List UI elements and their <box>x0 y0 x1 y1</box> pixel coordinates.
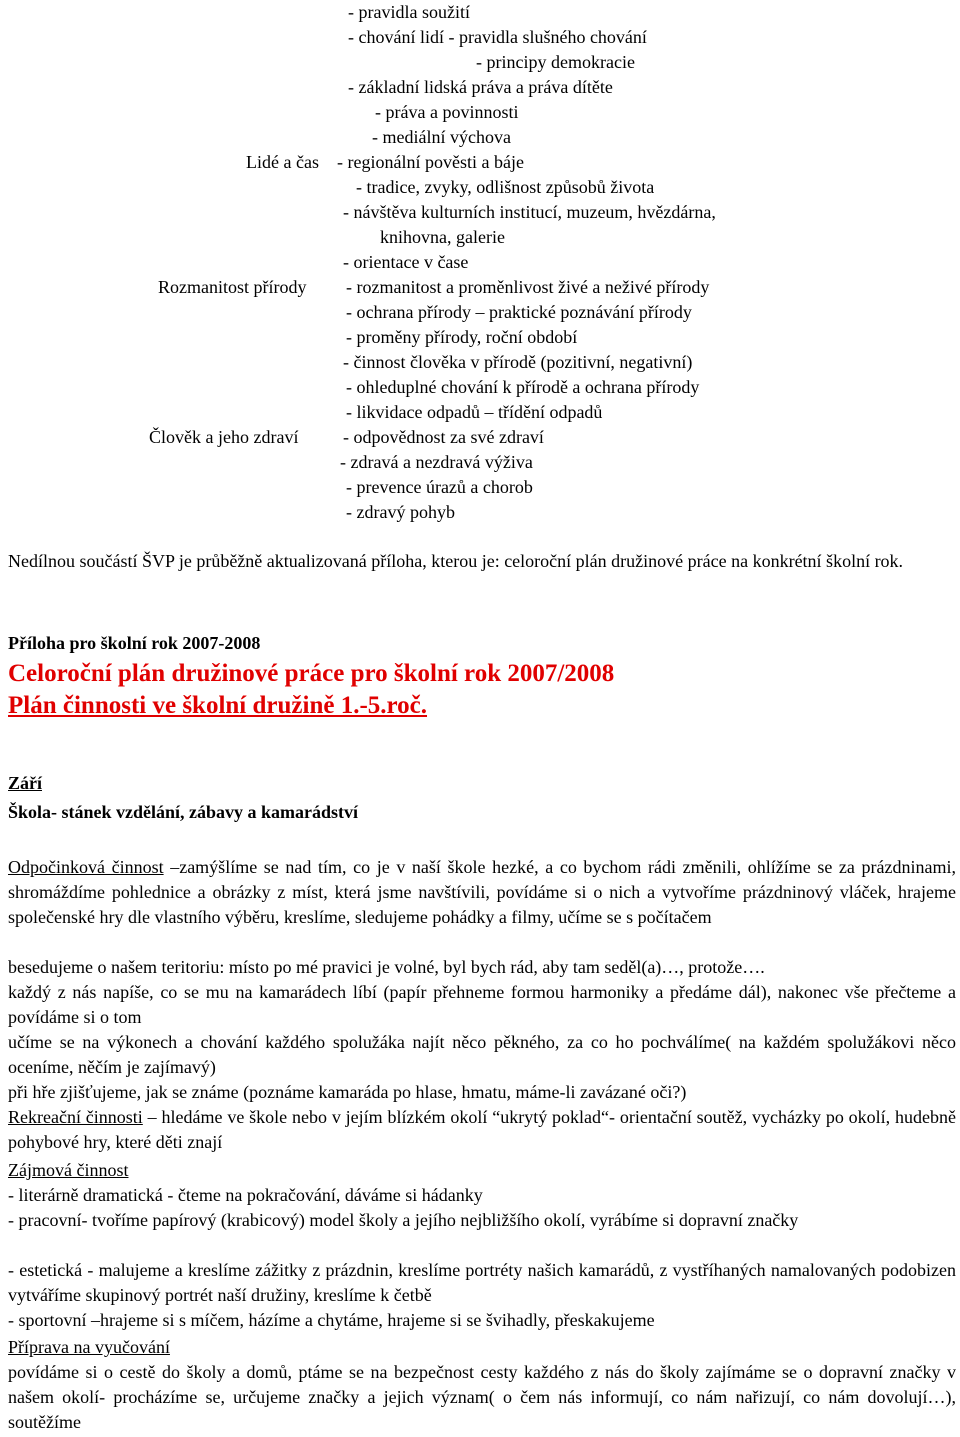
outline-line: - principy demokracie <box>476 52 635 72</box>
rekreacni-label: Rekreační činnosti <box>8 1107 143 1127</box>
outline-line: - rozmanitost a proměnlivost živé a neživé přírody <box>346 277 710 297</box>
outline-line: - zdravá a nezdravá výživa <box>340 452 533 472</box>
attachment-title: Příloha pro školní rok 2007-2008 <box>8 633 261 653</box>
rekreacni-paragraph <box>8 1105 956 1155</box>
odpocinkova-line: při hře zjišťujeme, jak se známe (poznáme kamaráda po hlase, hmatu, máme-li zavázané oči?) <box>8 1082 687 1102</box>
outline-line: - odpovědnost za své zdraví <box>343 427 544 447</box>
rekreacni-text: – hledáme ve škole nebo v jejím blízkém okolí “ukrytý poklad“- orientační soutěž, vycházky po okolí, hudebně pohybové hry, které děti znají <box>8 1107 956 1152</box>
outline-line: - likvidace odpadů – třídění odpadů <box>346 402 603 422</box>
outline-line: knihovna, galerie <box>380 227 505 247</box>
outline-heading: Rozmanitost přírody <box>158 277 307 297</box>
outline-heading: Lidé a čas <box>246 152 319 172</box>
outline-line: - zdravý pohyb <box>346 502 455 522</box>
intro-paragraph: Nedílnou součástí ŠVP je průběžně aktualizovaná příloha, kterou je: celoroční plán družinové práce na konkrétní školní rok. <box>8 551 904 571</box>
odpocinkova-line: každý z nás napíše, co se mu na kamarádech líbí (papír přehneme formou harmoniky a předáme dál), nakonec vše přečteme a povídáme si o tom <box>8 982 956 1027</box>
outline-line: - regionální pověsti a báje <box>337 152 524 172</box>
odpocinkova-line: učíme se na výkonech a chování každého spolužáka najít něco pěkného, za co ho pochválíme( na každém spolužákovi něco oceníme, něčím je zajímavý) <box>8 1032 956 1077</box>
odpocinkova-paragraph <box>8 855 956 930</box>
priprava-label: Příprava na vyučování <box>8 1337 170 1357</box>
zajmova-line: - pracovní- tvoříme papírový (krabicový) model školy a jejího nejbližšího okolí, vyrábíme si dopravní značky <box>8 1210 799 1230</box>
outline-line: - činnost člověka v přírodě (pozitivní, negativní) <box>343 352 693 372</box>
outline-line: - ochrana přírody – praktické poznávání přírody <box>346 302 692 322</box>
odpocinkova-label: Odpočinková činnost <box>8 857 164 877</box>
odpocinkova-line: besedujeme o našem teritoriu: místo po mé pravici je volné, byl bych rád, aby tam seděl(a)…, protože…. <box>8 957 765 977</box>
month-heading: Září <box>8 773 42 793</box>
zajmova-line: - estetická - malujeme a kreslíme zážitky z prázdnin, kreslíme portréty našich kamarádů, z vystříhaných namalovaných podobizen vytváříme skupinový portrét naší družiny, kreslíme k četbě <box>8 1260 956 1305</box>
odpocinkova-text: –zamýšlíme se nad tím, co je v naší škole hezké, a co bychom rádi změnili, ohlížíme se za prázdninami, shromáždíme pohlednice a obrázky z míst, která jsme navštívili, povídáme si o nich a vytvoříme prázdninový vláček, hrajeme společenské hry dle vlastního výběru, kreslíme, sledujeme pohádky a filmy, učíme se s počítačem <box>8 857 956 927</box>
outline-line: - základní lidská práva a práva dítěte <box>348 77 613 97</box>
outline-heading: Člověk a jeho zdraví <box>149 427 299 447</box>
outline-line: - práva a povinnosti <box>375 102 519 122</box>
outline-line: - proměny přírody, roční období <box>346 327 578 347</box>
zajmova-line: - sportovní –hrajeme si s míčem, házíme a chytáme, hrajeme si se švihadly, přeskakujeme <box>8 1310 655 1330</box>
outline-line: - prevence úrazů a chorob <box>346 477 533 497</box>
outline-line: - orientace v čase <box>343 252 469 272</box>
zajmova-line: - literárně dramatická - čteme na pokračování, dáváme si hádanky <box>8 1185 483 1205</box>
plan-title: Celoroční plán družinové práce pro školní rok 2007/2008 <box>8 660 615 687</box>
outline-line: - mediální výchova <box>372 127 511 147</box>
outline-line: - ohleduplné chování k přírodě a ochrana přírody <box>346 377 700 397</box>
outline-line: - chování lidí - pravidla slušného chování <box>348 27 647 47</box>
priprava-paragraph: povídáme si o cestě do školy a domů, ptáme se na bezpečnost cesty každého z nás do školy zajímáme se o dopravní značky v našem okolí- procházíme se, určujeme značky a jejich význam( o čem nás informují, co nám nařizují, co nám dovolují…), soutěžíme <box>8 1362 956 1432</box>
outline-line: - návštěva kulturních institucí, muzeum, hvězdárna, <box>343 202 716 222</box>
zajmova-label: Zájmová činnost <box>8 1160 129 1180</box>
theme-heading: Škola- stánek vzdělání, zábavy a kamarádství <box>8 802 359 822</box>
plan-subtitle: Plán činnosti ve školní družině 1.-5.roč. <box>8 692 428 719</box>
outline-line: - tradice, zvyky, odlišnost způsobů života <box>356 177 655 197</box>
outline-line: - pravidla soužití <box>348 2 470 22</box>
